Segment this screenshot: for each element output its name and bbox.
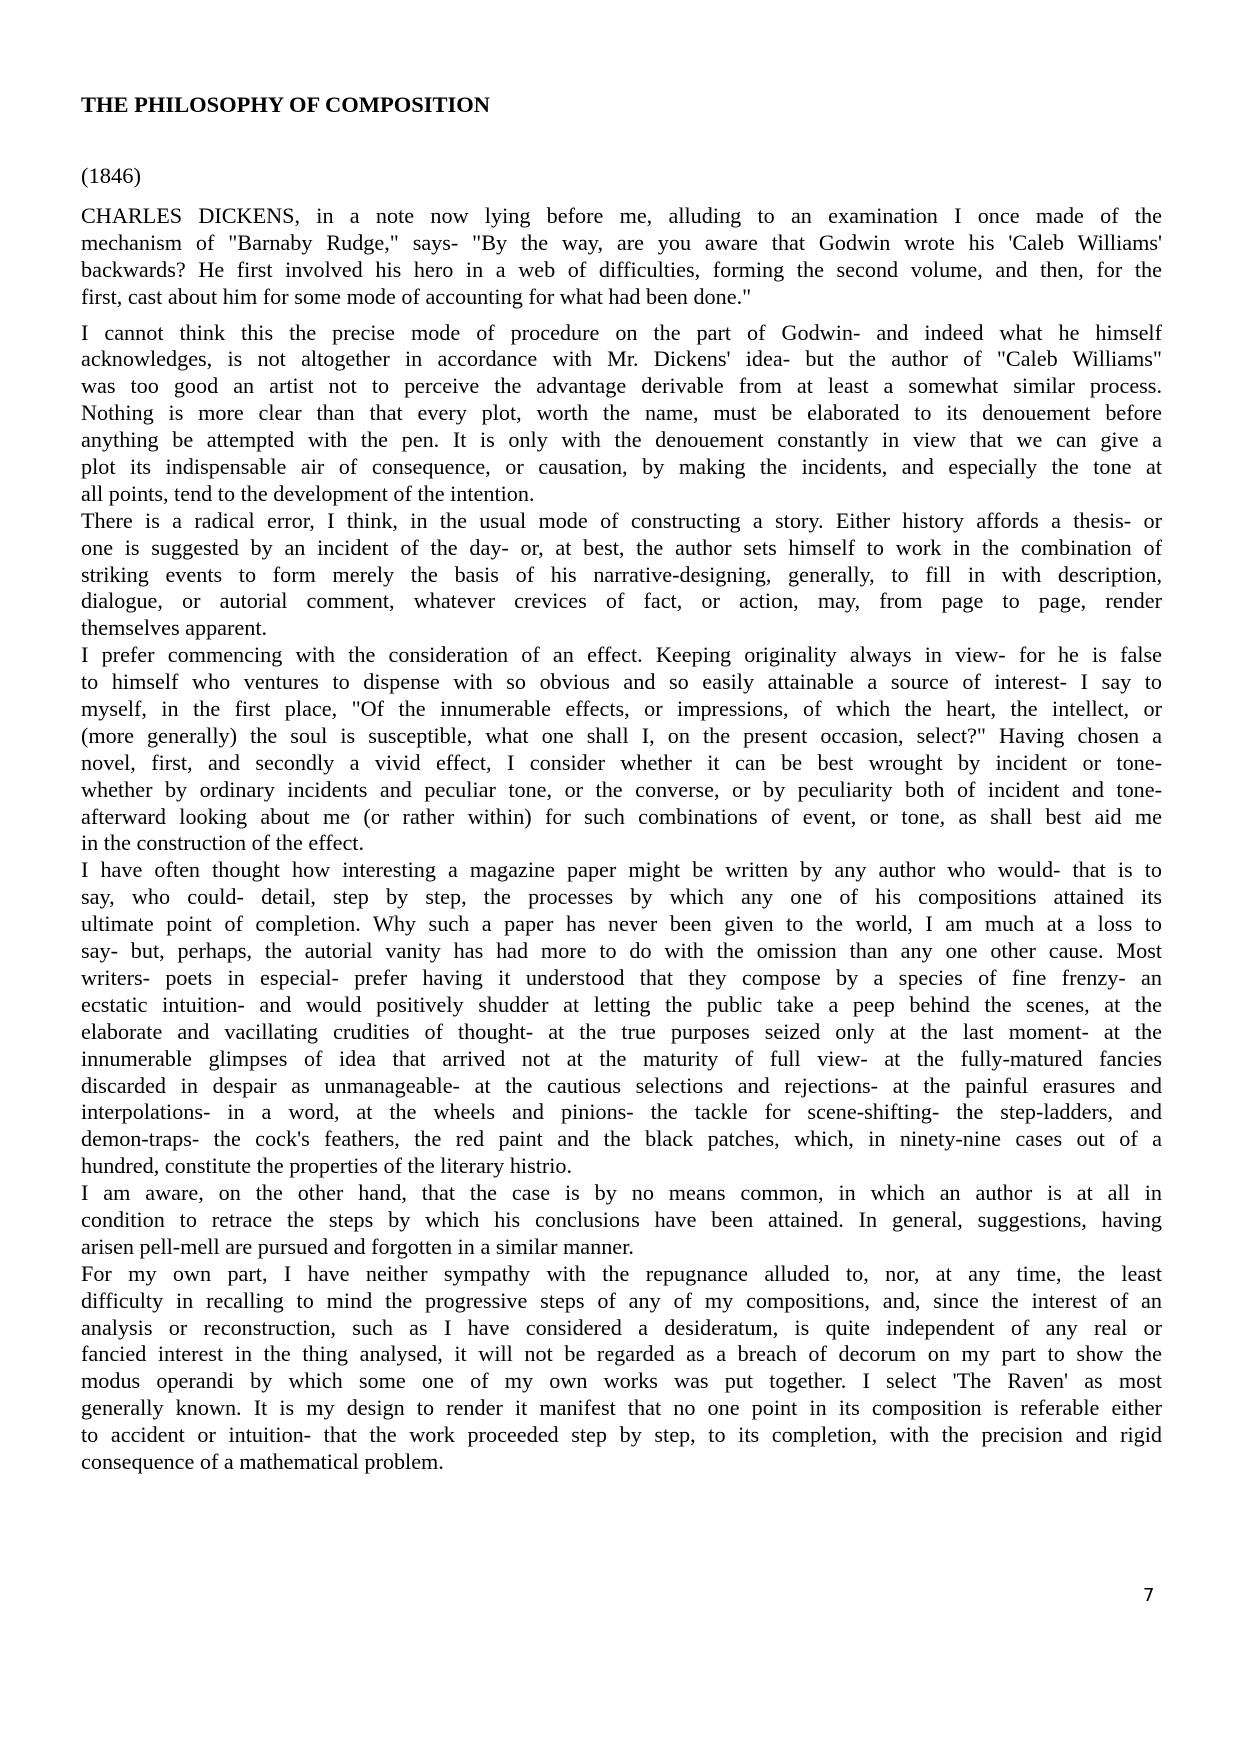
paragraph-effect — [81, 642, 1162, 857]
text-line: Nothing is more clear than that every plot, worth the name, must be elaborated to its denouement before — [81, 400, 1162, 426]
text-line: ultimate point of completion. Why such a paper has never been given to the world, I am much at a loss to — [81, 911, 1162, 937]
text-line: myself, in the first place, "Of the innumerable effects, or impressions, of which the heart, the intellect, or — [81, 696, 1162, 722]
text-line: ecstatic intuition- and would positively shudder at letting the public take a peep behind the scenes, at the — [81, 991, 1162, 1017]
text-line: arisen pell-mell are pursued and forgotten in a similar manner. — [81, 1233, 634, 1259]
paragraph-aware — [81, 1180, 1162, 1261]
text-line: hundred, constitute the properties of the literary histrio. — [81, 1153, 573, 1179]
text-line: novel, first, and secondly a vivid effect, I consider whether it can be best wrought by incident or tone- — [81, 749, 1162, 775]
text-line: afterward looking about me (or rather within) for such combinations of event, or tone, as shall best aid me — [81, 803, 1162, 829]
text-line: backwards? He first involved his hero in a web of difficulties, forming the second volume, and then, for the — [81, 256, 1162, 282]
text-line: striking events to form merely the basis of his narrative-designing, generally, to fill in with description, — [81, 561, 1162, 587]
text-line: dialogue, or autorial comment, whatever crevices of fact, or action, may, from page to page, render — [81, 588, 1162, 614]
text-line: demon-traps- the cock's feathers, the red paint and the black patches, which, in ninety-nine cases out of a — [81, 1126, 1162, 1152]
text-line: writers- poets in especial- prefer having it understood that they compose by a species of fine frenzy- an — [81, 964, 1162, 990]
text-line: elaborate and vacillating crudities of thought- at the true purposes seized only at the last moment- at the — [81, 1018, 1162, 1044]
text-line: innumerable glimpses of idea that arrived not at the maturity of full view- at the fully-matured fancies — [81, 1045, 1162, 1071]
text-line: I cannot think this the precise mode of procedure on the part of Godwin- and indeed what he himself — [81, 319, 1162, 345]
text-line: condition to retrace the steps by which his conclusions have been attained. In general, suggestions, having — [81, 1206, 1162, 1232]
text-line: first, cast about him for some mode of accounting for what had been done." — [81, 283, 752, 309]
text-line: I am aware, on the other hand, that the case is by no means common, in which an author is at all in — [81, 1180, 1162, 1206]
text-line: analysis or reconstruction, such as I have considered a desideratum, is quite independent of any real or — [81, 1314, 1162, 1340]
text-line: interpolations- in a word, at the wheels and pinions- the tackle for scene-shifting- the step-ladders, and — [81, 1099, 1162, 1125]
text-line: fancied interest in the thing analysed, it will not be regarded as a breach of decorum on my part to show the — [81, 1341, 1162, 1367]
text-line: to accident or intuition- that the work proceeded step by step, to its completion, with the precision and rigid — [81, 1422, 1162, 1448]
text-line: say, who could- detail, step by step, the processes by which any one of his compositions attained its — [81, 884, 1162, 910]
text-line: I have often thought how interesting a magazine paper might be written by any author who would- that is to — [81, 857, 1162, 883]
document-title: THE PHILOSOPHY OF COMPOSITION — [81, 92, 490, 117]
text-line: anything be attempted with the pen. It is only with the denouement constantly in view that we can give a — [81, 427, 1162, 453]
text-line: themselves apparent. — [81, 615, 268, 641]
document-body — [81, 203, 1162, 1476]
text-line: one is suggested by an incident of the day- or, at best, the author sets himself to work in the combination of — [81, 534, 1162, 560]
text-line: (more generally) the soul is susceptible, what one shall I, on the present occasion, select?" Having chosen a — [81, 722, 1162, 748]
text-line: say- but, perhaps, the autorial vanity has had more to do with the omission than any one other cause. Most — [81, 938, 1162, 964]
text-line: I prefer commencing with the consideration of an effect. Keeping originality always in view- for he is false — [81, 642, 1162, 668]
text-line: all points, tend to the development of the intention. — [81, 480, 535, 506]
text-line: acknowledges, is not altogether in accordance with Mr. Dickens' idea- but the author of "Caleb Williams" — [81, 346, 1162, 372]
publication-date: (1846) — [81, 163, 141, 188]
text-line: There is a radical error, I think, in the usual mode of constructing a story. Either history affords a thesis- or — [81, 507, 1162, 533]
text-line: in the construction of the effect. — [81, 830, 364, 856]
text-line: plot its indispensable air of consequence, or causation, by making the incidents, and especially the tone at — [81, 454, 1162, 480]
text-line: For my own part, I have neither sympathy with the repugnance alluded to, nor, at any time, the least — [81, 1260, 1162, 1286]
text-line: consequence of a mathematical problem. — [81, 1448, 444, 1474]
text-line: discarded in despair as unmanageable- at the cautious selections and rejections- at the painful erasures and — [81, 1072, 1162, 1098]
paragraph-radical-error — [81, 508, 1162, 642]
paragraph-godwin — [81, 320, 1162, 508]
paragraph-own-part — [81, 1261, 1162, 1476]
text-line: was too good an artist not to perceive the advantage derivable from at least a somewhat similar process. — [81, 373, 1162, 399]
text-line: generally known. It is my design to render it manifest that no one point in its composition is referable either — [81, 1395, 1162, 1421]
text-line: difficulty in recalling to mind the progressive steps of any of my compositions, and, since the interest of an — [81, 1287, 1162, 1313]
text-line: whether by ordinary incidents and peculiar tone, or the converse, or by peculiarity both of incident and tone- — [81, 776, 1162, 802]
paragraph-magazine-paper — [81, 857, 1162, 1180]
paragraph-intro — [81, 203, 1162, 311]
page-number: 7 — [1143, 1585, 1155, 1606]
text-line: to himself who ventures to dispense with so obvious and so easily attainable a source of interest- I say to — [81, 669, 1162, 695]
text-line: mechanism of "Barnaby Rudge," says- "By the way, are you aware that Godwin wrote his 'Caleb Williams' — [81, 229, 1162, 255]
text-line: CHARLES DICKENS, in a note now lying before me, alluding to an examination I once made of the — [81, 203, 1162, 228]
text-line: modus operandi by which some one of my own works was put together. I select 'The Raven' as most — [81, 1368, 1162, 1394]
